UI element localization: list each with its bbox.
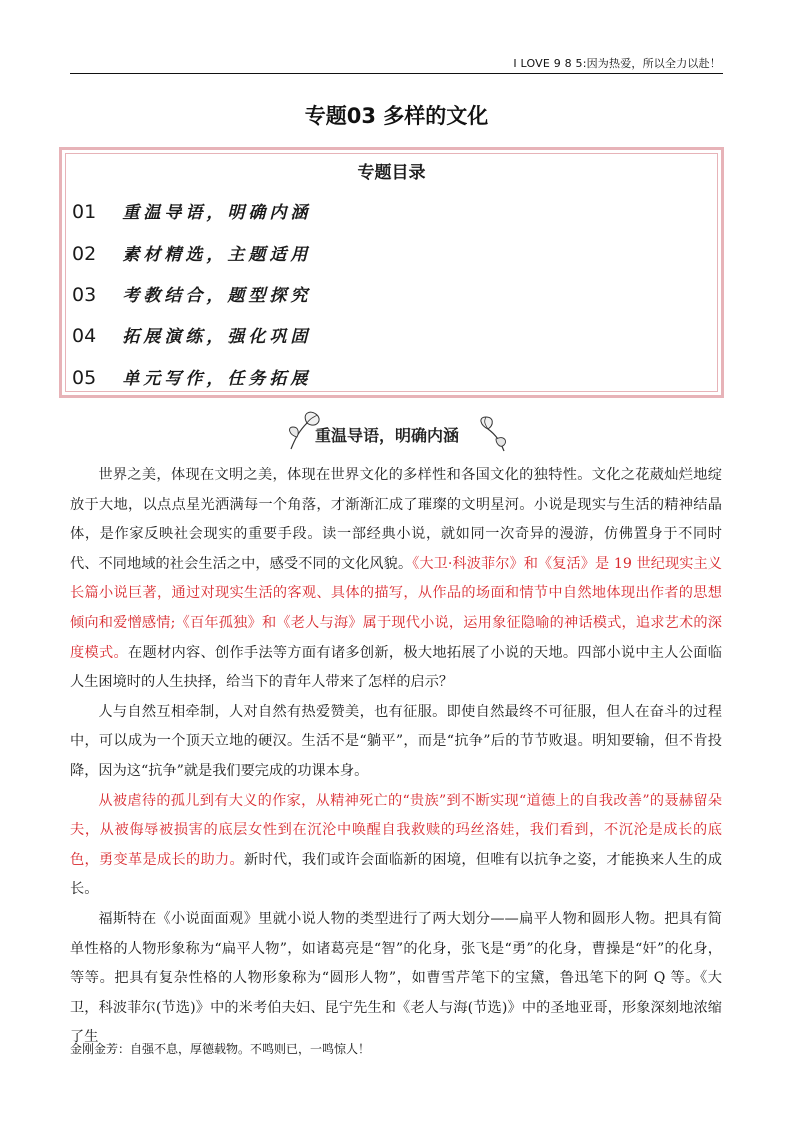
- toc-item-number: 01: [72, 201, 97, 223]
- footer-slogan: 金刚金芳：自强不息，厚德载物。不鸣则已，一鸣惊人！: [70, 1042, 371, 1056]
- toc-box: [59, 147, 724, 398]
- paragraph: [70, 787, 722, 905]
- header-rule: [70, 73, 723, 74]
- toc-item-label: 拓展演练，强化巩固: [122, 327, 312, 347]
- toc-item-03[interactable]: [72, 281, 311, 309]
- paragraph-highlight: 从被虐待的孤儿到有大义的作家，从精神死亡的“贵族”到不断实现“道德上的自我改善”的聂赫留朵夫，从被侮辱被损害的底层女性到在沉沦中唤醒自我救赎的玛丝洛娃，我们看到，不沉沦是成长的底色，勇变革是成长的助力。: [70, 792, 722, 868]
- page-title: 专题03 多样的文化: [304, 104, 489, 128]
- paragraph-text: 在题材内容、创作手法等方面有诸多创新，极大地拓展了小说的天地。四部小说中主人公面临人生困境时的人生抉择，给当下的青年人带来了怎样的启示？: [70, 644, 722, 691]
- toc-item-label: 考教结合，题型探究: [122, 286, 312, 306]
- body-text: [70, 461, 722, 1053]
- section-banner: [285, 409, 510, 453]
- toc-item-number: 04: [72, 325, 97, 347]
- toc-item-01[interactable]: [72, 198, 311, 226]
- paragraph-text: 世界之美，体现在文明之美，体现在世界文化的多样性和各国文化的独特性。文化之花葳灿烂地绽放于大地，以点点星光洒满每一个角落，才渐渐汇成了璀璨的文明星河。小说是现实与生活的精神结晶体，是作家反映社会现实的重要手段。读一部经典小说，就如同一次奇异的漫游，仿佛置身于不同时代、不同地域的社会生活之中，感受不同的文化风貌。: [70, 467, 722, 572]
- toc-heading: 专题目录: [357, 163, 426, 183]
- toc-item-05[interactable]: [72, 364, 311, 392]
- paragraph: [70, 905, 722, 1053]
- toc-item-02[interactable]: [72, 240, 311, 268]
- toc-item-label: 单元写作，任务拓展: [122, 369, 312, 389]
- lotus-flower-icon-right: [470, 409, 510, 453]
- toc-item-04[interactable]: [72, 322, 311, 350]
- paragraph: [70, 461, 722, 698]
- paragraph-text: 福斯特在《小说面面观》里就小说人物的类型进行了两大划分——扁平人物和圆形人物。把具有简单性格的人物形象称为“扁平人物”，如诸葛亮是“智”的化身，张飞是“勇”的化身，曹操是“奸”的化身，等等。把具有复杂性格的人物形象称为“圆形人物”，如曹雪芹笔下的宝黛，鲁迅笔下的阿 Q 等。《大卫，科波菲尔(节选)》中的米考伯夫妇、昆宁先生和《老人与海(节选)》中的圣地亚哥，形象深刻地浓缩了生: [70, 910, 722, 1046]
- section-title: 重温导语，明确内涵: [315, 426, 460, 445]
- paragraph-text: 新时代，我们或许会面临新的困境，但唯有以抗争之姿，才能换来人生的成长。: [70, 851, 722, 898]
- toc-inner-border: [65, 153, 718, 392]
- toc-item-number: 03: [72, 284, 97, 306]
- toc-item-number: 02: [72, 243, 97, 265]
- paragraph-text: 人与自然互相牵制，人对自然有热爱赞美，也有征服。即使自然最终不可征服，但人在奋斗的过程中，可以成为一个顶天立地的硬汉。生活不是“躺平”，而是“抗争”后的节节败退。明知要输，但不肯投降，因为这“抗争”就是我们要完成的功课本身。: [70, 703, 722, 779]
- paragraph-highlight: 《大卫·科波菲尔》和《复活》是 19 世纪现实主义长篇小说巨著，通过对现实生活的客观、具体的描写，从作品的场面和情节中自然地体现出作者的思想倾向和爱憎感情;《百年孤独》和《老人与海》属于现代小说，运用象征隐喻的神话模式，追求艺术的深度模式。: [70, 555, 722, 661]
- toc-item-label: 重温导语，明确内涵: [122, 203, 312, 223]
- header-slogan: I LOVE 9 8 5:因为热爱，所以全力以赴！: [513, 57, 721, 70]
- toc-item-number: 05: [72, 367, 97, 389]
- toc-item-label: 素材精选，主题适用: [122, 245, 312, 265]
- paragraph: [70, 698, 722, 787]
